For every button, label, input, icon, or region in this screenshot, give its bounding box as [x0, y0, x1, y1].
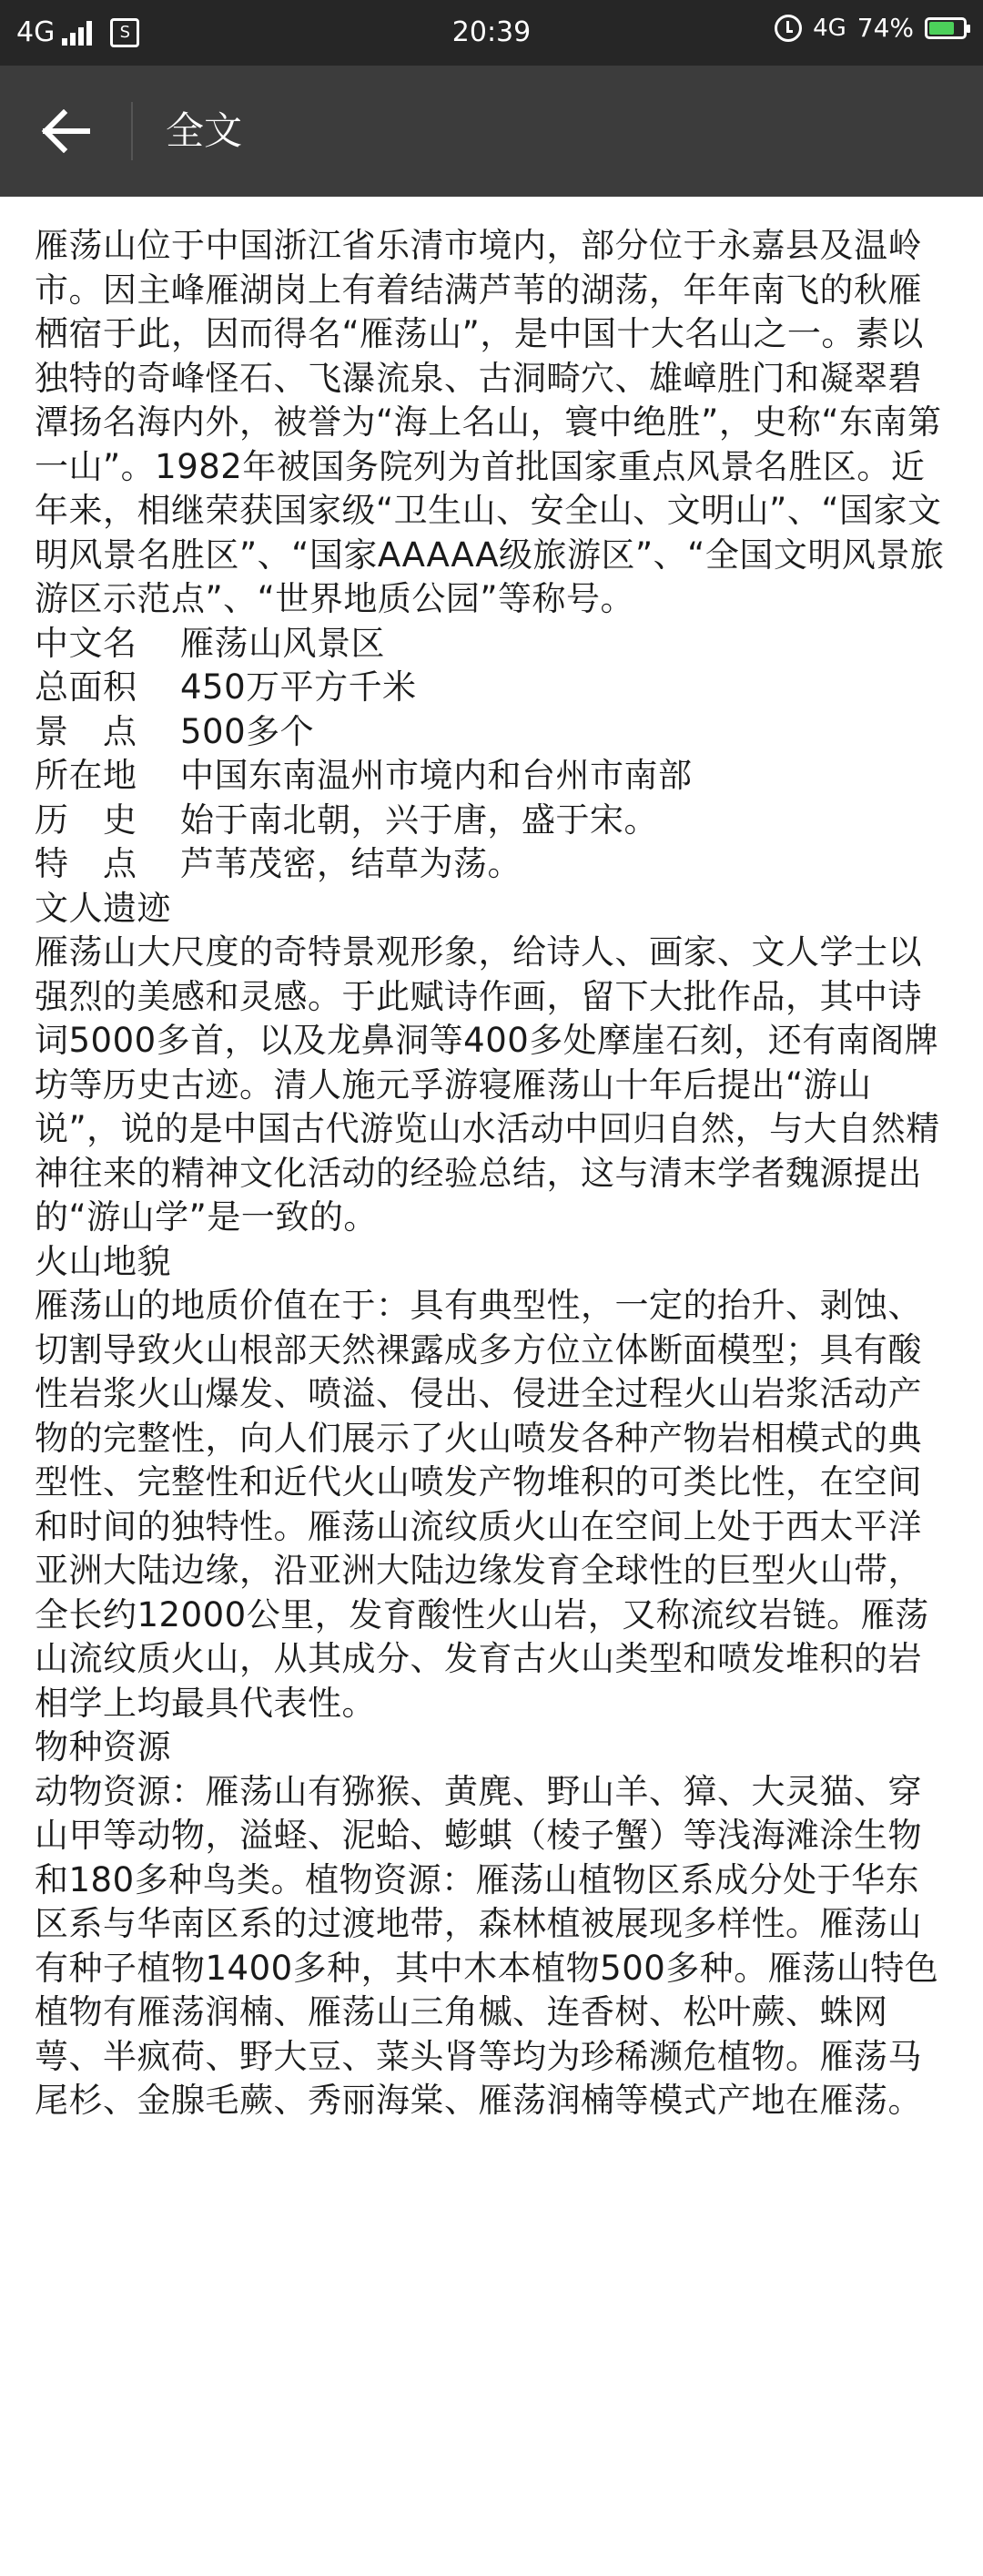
info-row [35, 666, 948, 710]
info-row [35, 622, 948, 667]
info-row [35, 754, 948, 799]
info-row [35, 842, 948, 887]
info-key: 历 史 [35, 799, 137, 840]
battery-icon [925, 17, 967, 39]
battery-fill [929, 22, 954, 35]
info-value: 始于南北朝，兴于唐，盛于宋。 [180, 799, 658, 840]
info-key: 特 点 [35, 844, 137, 883]
battery-percent: 74% [856, 13, 914, 43]
article-content [0, 197, 983, 2123]
section-title-volcanic-landform: 火山地貌 [35, 1241, 171, 1281]
info-list [35, 622, 948, 887]
info-value: 雁荡山风景区 [180, 623, 385, 663]
section-body-literary-relics: 雁荡山大尺度的奇特景观形象，给诗人、画家、文人学士以强烈的美感和灵感。于此赋诗作画，留下大批作品，其中诗词5000多首，以及龙鼻洞等400多处摩崖石刻，还有南阁牌坊等历史古迹。清人施元孚游寝雁荡山十年后提出“游山说”，说的是中国古代游览山水活动中回归自然，与大自然精神往来的精神文化活动的经验总结，这与清末学者魏源提出的“游山学”是一致的。 [35, 932, 940, 1237]
article-intro: 雁荡山位于中国浙江省乐清市境内，部分位于永嘉县及温岭市。因主峰雁湖岗上有着结满芦苇的湖荡，年年南飞的秋雁栖宿于此，因而得名“雁荡山”，是中国十大名山之一。素以独特的奇峰怪石、飞瀑流泉、古洞畸穴、雄嶂胜门和凝翠碧潭扬名海内外，被誉为“海上名山，寰中绝胜”，史称“东南第一山”。1982年被国务院列为首批国家重点风景名胜区。近年来，相继荣获国家级“卫生山、安全山、文明山”、“国家文明风景名胜区”、“国家AAAAA级旅游区”、“全国文明风景旅游区示范点”、“世界地质公园”等称号。 [35, 226, 945, 618]
info-key: 所在地 [35, 756, 137, 795]
info-row [35, 799, 948, 843]
toolbar [0, 66, 983, 197]
status-right [775, 13, 967, 43]
info-value: 中国东南温州市境内和台州市南部 [180, 756, 693, 795]
clock: 20:39 [451, 16, 532, 48]
info-value: 450万平方千米 [180, 667, 417, 707]
network-type-label: 4G [16, 16, 56, 48]
toolbar-divider [131, 102, 133, 160]
info-key: 景 点 [35, 711, 137, 751]
alarm-icon [775, 15, 802, 42]
info-value: 芦苇茂密，结草为荡。 [180, 844, 522, 883]
info-value: 500多个 [180, 711, 315, 751]
status-bar [0, 0, 983, 66]
section-title-species-resources: 物种资源 [35, 1727, 171, 1767]
info-key: 总面积 [35, 667, 137, 707]
network-type-right: 4G [813, 14, 846, 42]
arrow-back-icon [40, 109, 91, 153]
section-body-species-resources: 动物资源：雁荡山有猕猴、黄麂、野山羊、獐、大灵猫、穿山甲等动物，溢蛏、泥蛤、蟛蜞（棱子蟹）等浅海滩涂生物和180多种鸟类。植物资源：雁荡山植物区系成分处于华东区系与华南区系的过渡地带，森林植被展现多样性。雁荡山有种子植物1400多种，其中木本植物500多种。雁荡山特色植物有雁荡润楠、雁荡山三角槭、连香树、松叶蕨、蛛网萼、半疯荷、野大豆、菜头肾等均为珍稀濒危植物。雁荡马尾杉、金腺毛蕨、秀丽海棠、雁荡润楠等模式产地在雁荡。 [35, 1771, 939, 2120]
page-title: 全文 [166, 108, 243, 153]
info-row [35, 710, 948, 755]
back-button[interactable] [33, 102, 98, 160]
section-body-volcanic-landform: 雁荡山的地质价值在于：具有典型性，一定的抬升、剥蚀、切割导致火山根部天然裸露成多方位立体断面模型；具有酸性岩浆火山爆发、喷溢、侵出、侵进全过程火山岩浆活动产物的完整性，向人们展示了火山喷发各种产物岩相模式的典型性、完整性和近代火山喷发产物堆积的可类比性，在空间和时间的独特性。雁荡山流纹质火山在空间上处于西太平洋亚洲大陆边缘，沿亚洲大陆边缘发育全球性的巨型火山带，全长约12000公里，发育酸性火山岩，又称流纹岩链。雁荡山流纹质火山，从其成分、发育古火山类型和喷发堆积的岩相学上均最具代表性。 [35, 1286, 929, 1723]
section-title-literary-relics: 文人遗迹 [35, 888, 171, 928]
info-key: 中文名 [35, 623, 137, 663]
sim-card-icon: S [110, 18, 139, 47]
